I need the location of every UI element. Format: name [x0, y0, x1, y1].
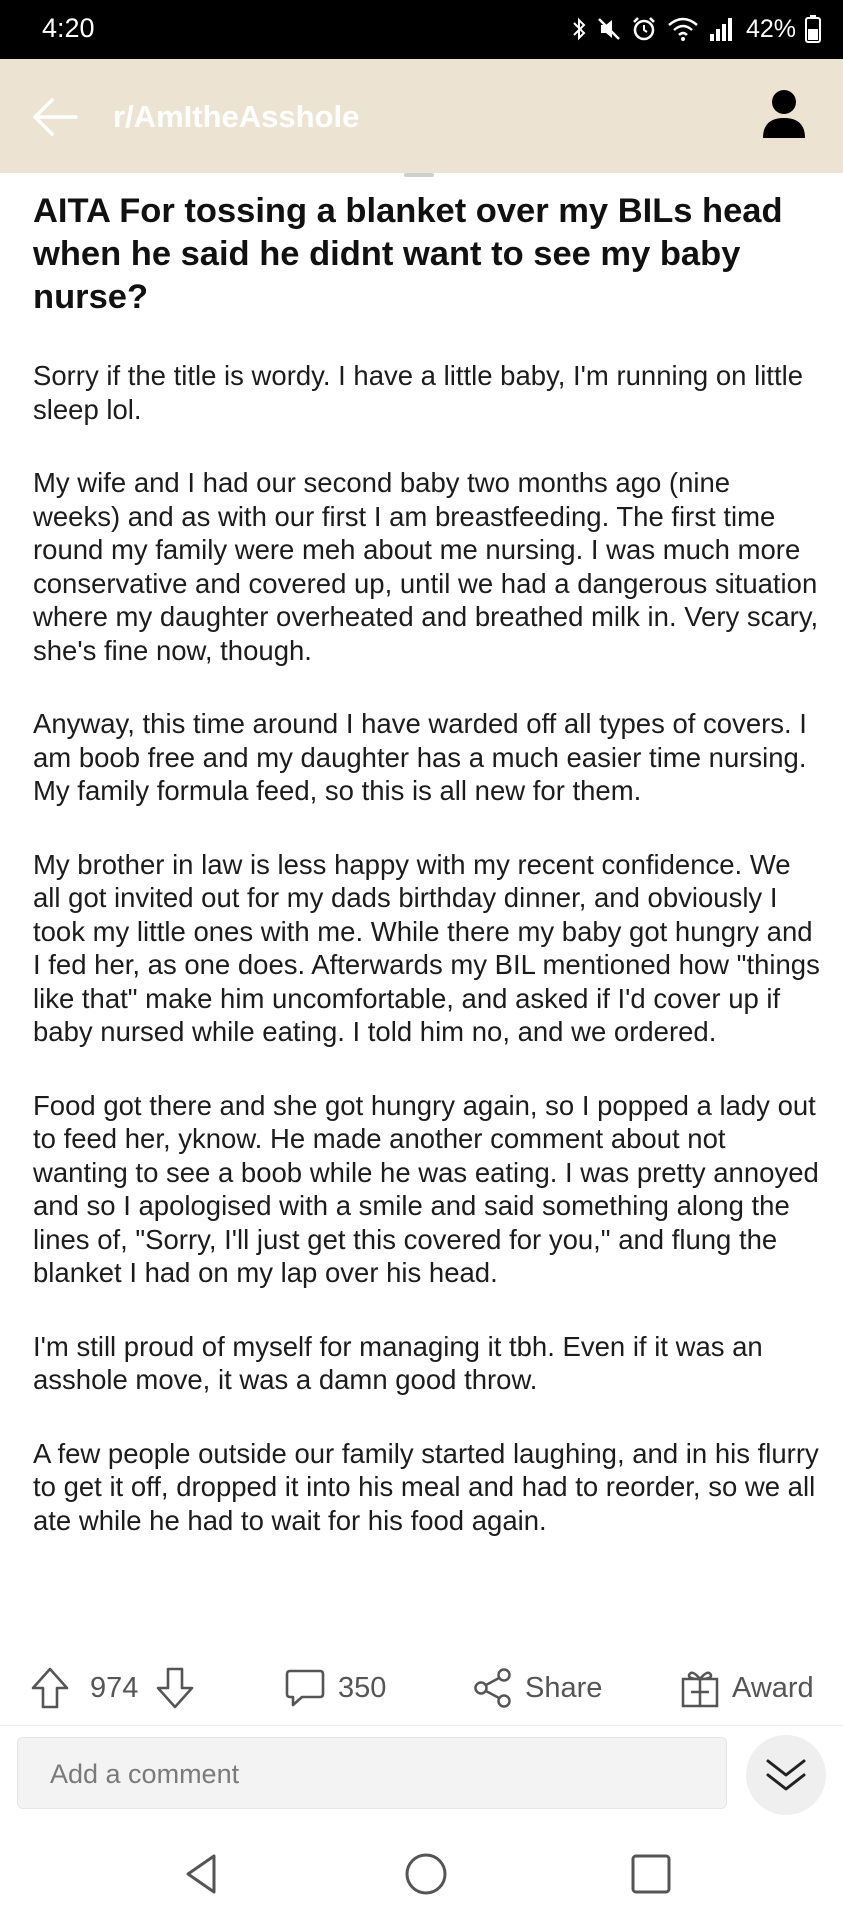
collapse-comments-button[interactable] — [746, 1735, 826, 1815]
gift-icon — [680, 1667, 720, 1709]
upvote-arrow-icon — [30, 1666, 70, 1710]
status-icons — [571, 12, 821, 46]
downvote-arrow-icon — [155, 1666, 195, 1710]
battery-percent: 42% — [745, 14, 796, 43]
signal-icon — [709, 16, 735, 42]
nav-back-icon[interactable] — [178, 1850, 226, 1898]
system-nav-bar — [0, 1830, 843, 1920]
double-chevron-down-icon — [764, 1757, 808, 1795]
status-time: 4:20 — [42, 13, 95, 43]
mute-icon — [596, 16, 622, 42]
alarm-icon — [631, 16, 657, 42]
comment-count: 350 — [338, 1671, 387, 1704]
comment-bubble-icon — [284, 1667, 326, 1709]
wifi-icon — [666, 15, 700, 43]
upvote-button[interactable] — [30, 1663, 70, 1713]
post-paragraph: Sorry if the title is wordy. I have a little baby, I'm running on little sleep lol. — [33, 360, 803, 425]
profile-icon[interactable] — [761, 89, 807, 139]
award-label: Award — [732, 1671, 814, 1704]
share-button[interactable] — [473, 1663, 602, 1713]
post — [33, 190, 823, 1577]
app-header — [0, 59, 843, 173]
post-paragraph: A few people outside our family started laughing, and in his flurry to get it off, dropped it into his meal and had to reorder, so we all ate while he had to wait for his food again. — [33, 1437, 819, 1536]
post-paragraph: Anyway, this time around I have warded off all types of covers. I am boob free and my daughter has a much easier time nursing. My family formula feed, so this is all new for them. — [33, 708, 807, 806]
nav-recents-icon[interactable] — [627, 1850, 675, 1898]
post-paragraph: Food got there and she got hungry again, so I popped a lady out to feed her, yknow. He made another comment about not wanting to see a boob while he was eating. I was pretty annoyed and so I apologised with a smile and said something along the lines of, "Sorry, I'll just get this covered for you," and flung the blanket I had on my lap over his head. — [33, 1089, 819, 1288]
divider — [0, 1725, 843, 1726]
bluetooth-icon — [571, 16, 587, 42]
post-title: AITA For tossing a blanket over my BILs head when he said he didnt want to see my baby nurse? — [33, 192, 783, 316]
post-actions — [0, 1655, 843, 1721]
post-body — [33, 359, 823, 1537]
nav-home-icon[interactable] — [402, 1850, 450, 1898]
scroll-indicator — [404, 173, 434, 177]
award-button[interactable] — [680, 1663, 814, 1713]
add-comment-input[interactable]: Add a comment — [17, 1737, 727, 1809]
share-label: Share — [525, 1671, 603, 1704]
share-icon — [473, 1667, 513, 1709]
status-bar — [0, 0, 843, 59]
post-paragraph: My brother in law is less happy with my recent confidence. We all got invited out for my dads birthday dinner, and obviously I took my little ones with me. While there my baby got hungry and I fed her, as one does. Afterwards my BIL mentioned how "things like that" make him uncomfortable, and asked if I'd cover up if baby nursed while eating. I told him no, and we ordered. — [33, 848, 820, 1047]
downvote-button[interactable] — [155, 1663, 195, 1713]
post-paragraph: My wife and I had our second baby two months ago (nine weeks) and as with our first I am breastfeeding. The first time round my family were meh about me nursing. I was much more conservative and covered up, until we had a dangerous situation where my daughter overheated and breathed milk in. Very scary, she's fine now, though. — [33, 467, 819, 666]
vote-count: 974 — [90, 1671, 139, 1704]
subreddit-name[interactable]: r/AmItheAsshole — [113, 99, 360, 134]
comments-button[interactable] — [284, 1663, 386, 1713]
post-paragraph: I'm still proud of myself for managing it tbh. Even if it was an asshole move, it was a damn good throw. — [33, 1330, 763, 1395]
back-arrow-icon[interactable] — [30, 95, 80, 139]
battery-icon — [805, 15, 821, 43]
